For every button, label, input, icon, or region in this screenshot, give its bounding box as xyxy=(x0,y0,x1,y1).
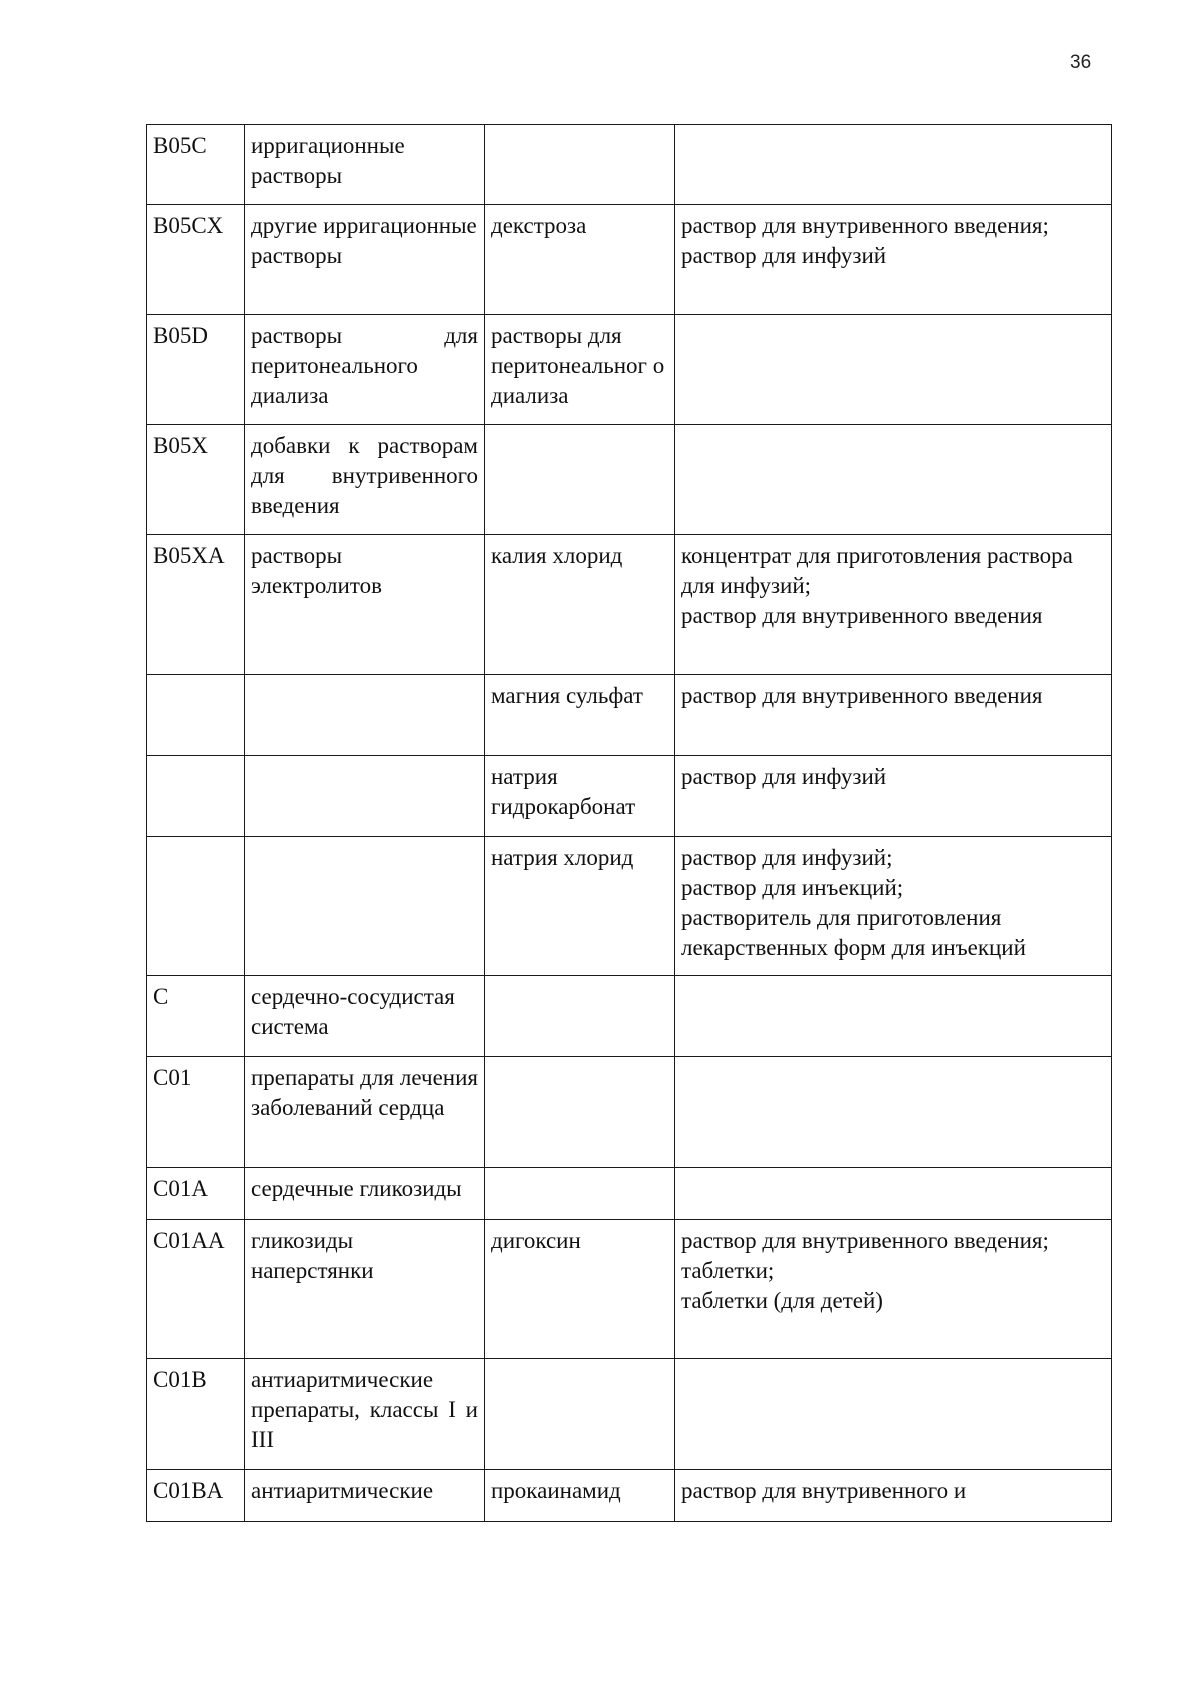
drug-name-cell: дигоксин xyxy=(485,1220,675,1359)
atc-code-cell: B05X xyxy=(147,425,245,535)
table-row xyxy=(147,1220,1112,1359)
dosage-form-cell: раствор для внутривенного введения; таблетки; таблетки (для детей) xyxy=(675,1220,1112,1359)
dosage-form-cell xyxy=(675,315,1112,425)
atc-code-cell: B05XA xyxy=(147,535,245,675)
dosage-form-cell xyxy=(675,425,1112,535)
atc-code-cell: C01A xyxy=(147,1168,245,1220)
atc-drug-table xyxy=(146,124,1112,1522)
atc-code-cell xyxy=(147,756,245,837)
dosage-form-cell: раствор для инфузий xyxy=(675,756,1112,837)
drug-name-cell xyxy=(485,125,675,205)
anatomical-group-cell: растворы для перитонеального диализа xyxy=(245,315,485,425)
anatomical-group-cell: сердечные гликозиды xyxy=(245,1168,485,1220)
table-row xyxy=(147,125,1112,205)
atc-code-cell: C xyxy=(147,976,245,1057)
dosage-form-cell xyxy=(675,1359,1112,1470)
table-row xyxy=(147,1168,1112,1220)
atc-code-cell: C01 xyxy=(147,1057,245,1168)
table-row xyxy=(147,1057,1112,1168)
drug-name-cell xyxy=(485,976,675,1057)
dosage-form-cell xyxy=(675,1168,1112,1220)
drug-name-cell: натрия хлорид xyxy=(485,837,675,976)
anatomical-group-cell: ирригационные растворы xyxy=(245,125,485,205)
atc-code-cell: C01BA xyxy=(147,1470,245,1522)
atc-code-cell: B05C xyxy=(147,125,245,205)
drug-name-cell: растворы для перитонеальног о диализа xyxy=(485,315,675,425)
dosage-form-cell xyxy=(675,1057,1112,1168)
anatomical-group-cell: добавки к растворам для внутривенного введения xyxy=(245,425,485,535)
anatomical-group-cell xyxy=(245,675,485,756)
drug-name-cell: магния сульфат xyxy=(485,675,675,756)
drug-name-cell: декстроза xyxy=(485,205,675,315)
table-row xyxy=(147,315,1112,425)
anatomical-group-cell: гликозиды наперстянки xyxy=(245,1220,485,1359)
table-row xyxy=(147,425,1112,535)
dosage-form-cell: раствор для внутривенного введения xyxy=(675,675,1112,756)
dosage-form-cell xyxy=(675,976,1112,1057)
anatomical-group-cell: сердечно-сосудистая система xyxy=(245,976,485,1057)
table-row xyxy=(147,205,1112,315)
anatomical-group-cell: другие ирригационные растворы xyxy=(245,205,485,315)
anatomical-group-cell: препараты для лечения заболеваний сердца xyxy=(245,1057,485,1168)
atc-code-cell: C01B xyxy=(147,1359,245,1470)
drug-name-cell xyxy=(485,1057,675,1168)
table-row xyxy=(147,837,1112,976)
atc-code-cell xyxy=(147,675,245,756)
drug-name-cell: прокаинамид xyxy=(485,1470,675,1522)
dosage-form-cell: концентрат для приготовления раствора для инфузий; раствор для внутривенного введения xyxy=(675,535,1112,675)
page-number: 36 xyxy=(1070,52,1092,73)
drug-name-cell xyxy=(485,1359,675,1470)
anatomical-group-cell xyxy=(245,837,485,976)
atc-code-cell: C01AA xyxy=(147,1220,245,1359)
dosage-form-cell: раствор для внутривенного и xyxy=(675,1470,1112,1522)
anatomical-group-cell xyxy=(245,756,485,837)
table-row xyxy=(147,756,1112,837)
drug-name-cell xyxy=(485,425,675,535)
table-row xyxy=(147,535,1112,675)
dosage-form-cell: раствор для инфузий; раствор для инъекций; растворитель для приготовления лекарственных форм для инъекций xyxy=(675,837,1112,976)
atc-code-cell: B05CX xyxy=(147,205,245,315)
drug-name-cell xyxy=(485,1168,675,1220)
drug-name-cell: натрия гидрокарбонат xyxy=(485,756,675,837)
dosage-form-cell xyxy=(675,125,1112,205)
table-row xyxy=(147,675,1112,756)
table-row xyxy=(147,1470,1112,1522)
table-row xyxy=(147,1359,1112,1470)
dosage-form-cell: раствор для внутривенного введения; раствор для инфузий xyxy=(675,205,1112,315)
atc-code-cell: B05D xyxy=(147,315,245,425)
atc-code-cell xyxy=(147,837,245,976)
table-row xyxy=(147,976,1112,1057)
anatomical-group-cell: растворы электролитов xyxy=(245,535,485,675)
anatomical-group-cell: антиаритмические препараты, классы I и III xyxy=(245,1359,485,1470)
drug-name-cell: калия хлорид xyxy=(485,535,675,675)
anatomical-group-cell: антиаритмические xyxy=(245,1470,485,1522)
